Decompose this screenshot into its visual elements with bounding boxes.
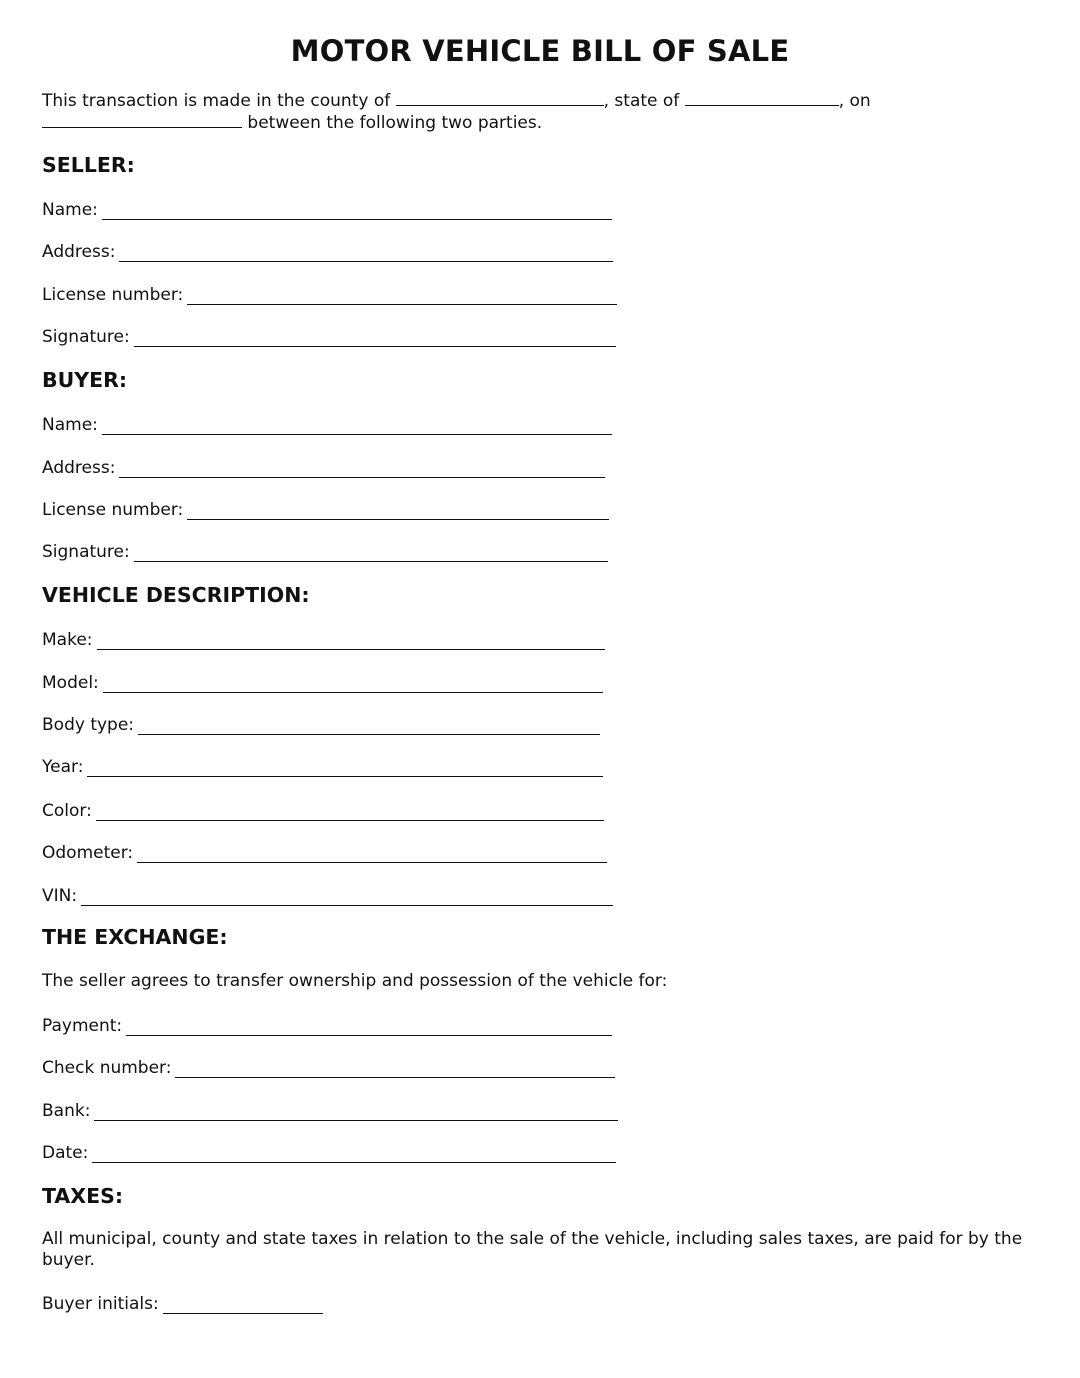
exchange-check-number-label: Check number: — [42, 1058, 172, 1078]
exchange-payment-field — [42, 1012, 612, 1036]
vehicle-color-line[interactable] — [96, 802, 604, 821]
seller-license-line[interactable] — [187, 286, 617, 305]
exchange-statement: The seller agrees to transfer ownership and possession of the vehicle for: — [42, 971, 668, 991]
vehicle-model-label: Model: — [42, 673, 99, 693]
seller-address-field — [42, 238, 613, 262]
vehicle-vin-field — [42, 882, 613, 906]
vehicle-vin-line[interactable] — [81, 887, 613, 906]
buyer-address-label: Address: — [42, 458, 116, 478]
county-blank[interactable] — [396, 90, 604, 106]
vehicle-vin-label: VIN: — [42, 886, 78, 906]
vehicle-make-label: Make: — [42, 630, 93, 650]
buyer-heading: BUYER: — [42, 368, 128, 392]
date-blank[interactable] — [42, 112, 242, 128]
seller-address-line[interactable] — [119, 243, 613, 262]
vehicle-body-type-line[interactable] — [138, 716, 600, 735]
vehicle-body-type-label: Body type: — [42, 715, 135, 735]
seller-name-field — [42, 196, 612, 220]
intro-text-county: This transaction is made in the county of — [42, 91, 391, 111]
buyer-license-field — [42, 496, 609, 520]
vehicle-make-field — [42, 626, 605, 650]
exchange-bank-label: Bank: — [42, 1101, 91, 1121]
buyer-name-line[interactable] — [102, 416, 612, 435]
intro-text-parties: between the following two parties. — [247, 113, 543, 133]
buyer-initials-label: Buyer initials: — [42, 1294, 159, 1314]
seller-signature-line[interactable] — [134, 328, 616, 347]
buyer-signature-line[interactable] — [134, 543, 608, 562]
buyer-license-label: License number: — [42, 500, 184, 520]
exchange-check-number-line[interactable] — [175, 1059, 615, 1078]
buyer-name-field — [42, 411, 612, 435]
seller-license-label: License number: — [42, 285, 184, 305]
taxes-heading: TAXES: — [42, 1184, 124, 1208]
vehicle-heading: VEHICLE DESCRIPTION: — [42, 583, 310, 607]
vehicle-model-line[interactable] — [103, 674, 603, 693]
seller-license-field — [42, 281, 617, 305]
buyer-initials-field — [42, 1290, 323, 1314]
buyer-license-line[interactable] — [187, 501, 609, 520]
vehicle-odometer-field — [42, 839, 607, 863]
seller-address-label: Address: — [42, 242, 116, 262]
exchange-payment-line[interactable] — [126, 1017, 612, 1036]
vehicle-year-label: Year: — [42, 757, 84, 777]
state-blank[interactable] — [685, 90, 839, 106]
vehicle-model-field — [42, 669, 603, 693]
intro-paragraph — [42, 90, 1042, 134]
seller-signature-field — [42, 323, 616, 347]
exchange-bank-line[interactable] — [94, 1102, 618, 1121]
buyer-initials-line[interactable] — [163, 1295, 323, 1314]
exchange-heading: THE EXCHANGE: — [42, 925, 228, 949]
vehicle-odometer-line[interactable] — [137, 844, 607, 863]
vehicle-color-label: Color: — [42, 801, 92, 821]
buyer-name-label: Name: — [42, 415, 98, 435]
buyer-address-field — [42, 454, 605, 478]
vehicle-body-type-field — [42, 711, 600, 735]
intro-text-state: , state of — [603, 91, 680, 111]
buyer-signature-field — [42, 538, 608, 562]
exchange-date-field — [42, 1139, 616, 1163]
seller-name-line[interactable] — [102, 201, 612, 220]
seller-heading: SELLER: — [42, 153, 135, 177]
exchange-check-number-field — [42, 1054, 615, 1078]
seller-name-label: Name: — [42, 200, 98, 220]
vehicle-year-field — [42, 753, 603, 777]
buyer-signature-label: Signature: — [42, 542, 130, 562]
exchange-date-line[interactable] — [92, 1144, 616, 1163]
exchange-date-label: Date: — [42, 1143, 89, 1163]
seller-signature-label: Signature: — [42, 327, 130, 347]
buyer-address-line[interactable] — [119, 459, 605, 478]
exchange-payment-label: Payment: — [42, 1016, 123, 1036]
intro-text-on: , on — [838, 91, 871, 111]
document-title: MOTOR VEHICLE BILL OF SALE — [290, 34, 790, 68]
vehicle-make-line[interactable] — [97, 631, 605, 650]
vehicle-year-line[interactable] — [87, 758, 603, 777]
exchange-bank-field — [42, 1097, 618, 1121]
vehicle-color-field — [42, 797, 604, 821]
vehicle-odometer-label: Odometer: — [42, 843, 134, 863]
taxes-statement: All municipal, county and state taxes in relation to the sale of the vehicle, including sales taxes, are paid for by the buyer. — [42, 1229, 1023, 1270]
